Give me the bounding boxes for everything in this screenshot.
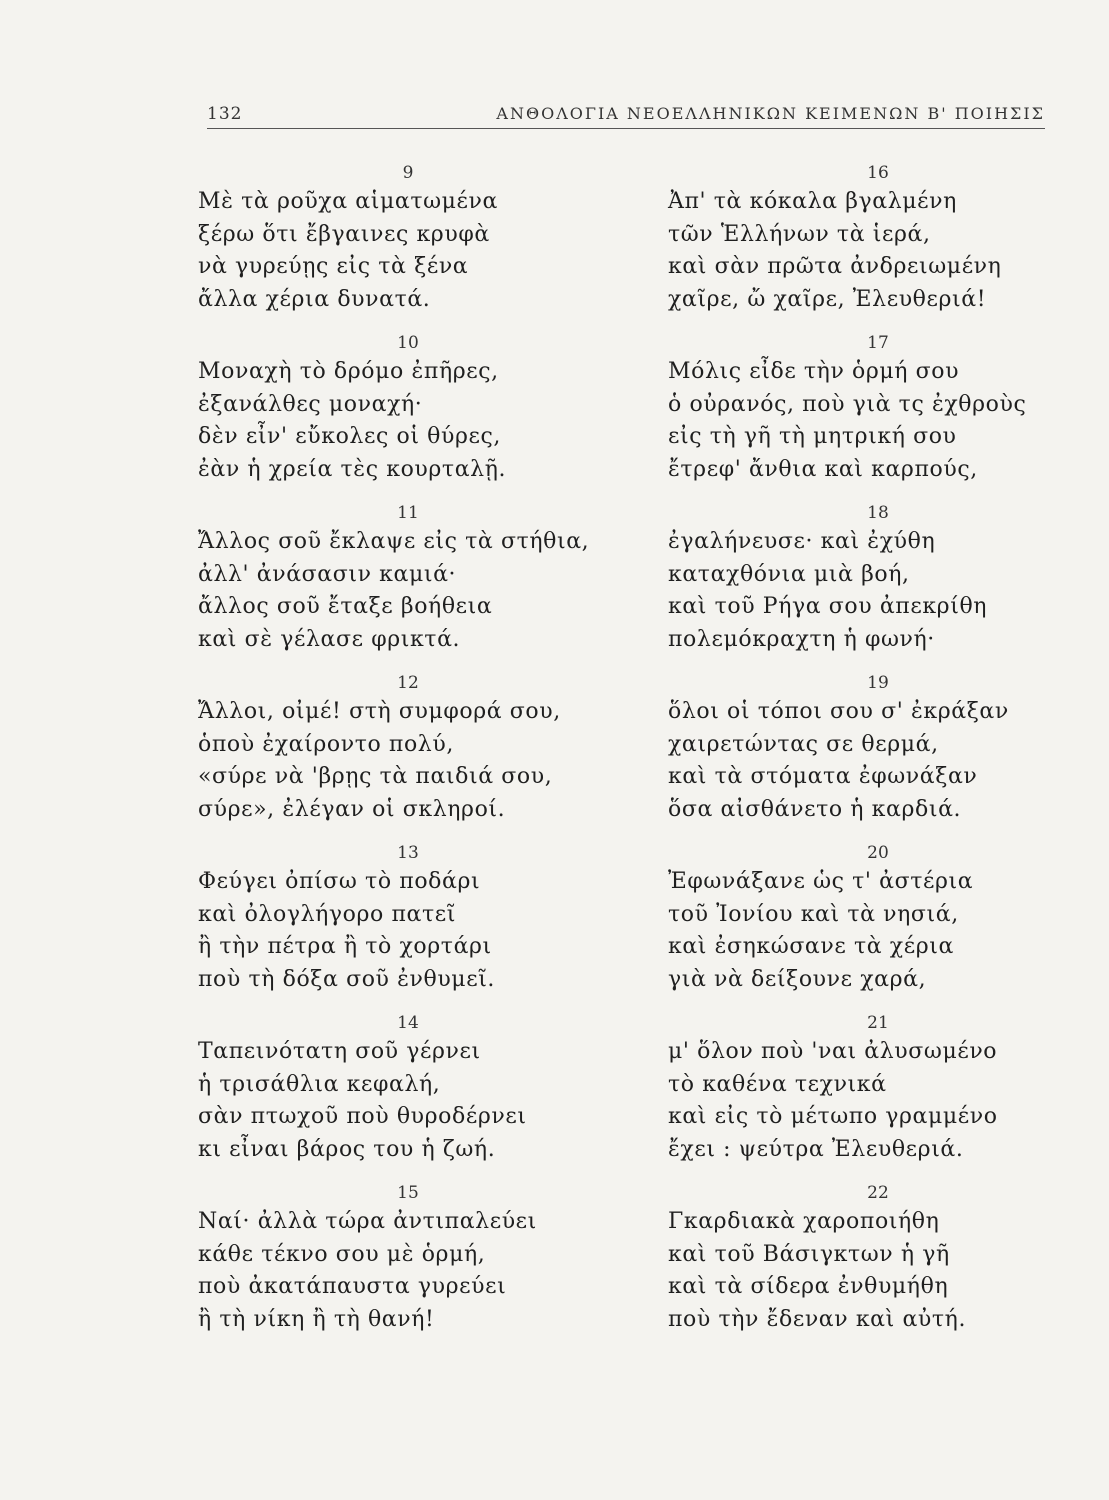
page-header xyxy=(207,100,1045,129)
verse-line: μ' ὅλον ποὺ 'ναι ἀλυσωμένο xyxy=(668,1039,998,1064)
verse-line: ποὺ ἀκατάπαυστα γυρεύει xyxy=(198,1274,507,1299)
stanza-number: 11 xyxy=(397,503,419,523)
stanza xyxy=(198,840,618,996)
verse-line: κι εἶναι βάρος του ἡ ζωή. xyxy=(198,1136,496,1162)
stanza-number: 19 xyxy=(867,673,889,693)
verse-line: καὶ ἐσηκώσανε τὰ χέρια xyxy=(668,934,954,959)
verse-line: ἢ τὴ νίκη ἢ τὴ θανή! xyxy=(198,1306,435,1332)
verse-line: Μοναχὴ τὸ δρόμο ἐπῆρες, xyxy=(198,359,499,384)
stanza xyxy=(668,670,1088,826)
verse-line: σύρε», ἐλέγαν οἱ σκληροί. xyxy=(198,796,506,822)
verse-line: νὰ γυρεύῃς εἰς τὰ ξένα xyxy=(198,254,469,279)
verse-line: Ναί· ἀλλὰ τώρα ἀντιπαλεύει xyxy=(198,1209,537,1234)
verse-line: ἀλλ' ἀνάσασιν καμιά· xyxy=(198,561,457,587)
stanza-number: 14 xyxy=(397,1013,419,1033)
verse-line: εἰς τὴ γῆ τὴ μητρική σου xyxy=(668,424,957,449)
verse-line: ξέρω ὅτι ἔβγαινες κρυφὰ xyxy=(198,221,490,247)
verse-line: καὶ σὰν πρῶτα ἀνδρειωμένη xyxy=(668,254,1002,279)
stanza xyxy=(668,160,1088,316)
verse-line: Μόλις εἶδε τὴν ὁρμή σου xyxy=(668,359,960,384)
stanza-number: 12 xyxy=(397,673,419,693)
verse-line: γιὰ νὰ δείξουνε χαρά, xyxy=(668,966,927,992)
stanza xyxy=(198,670,618,826)
verse-line: Ἄλλοι, οἰμέ! στὴ συμφορά σου, xyxy=(198,699,561,724)
verse-line: καὶ τὰ στόματα ἐφωνάξαν xyxy=(668,764,978,789)
verse-line: καταχθόνια μιὰ βοή, xyxy=(668,561,910,587)
stanza-number: 13 xyxy=(397,843,419,863)
stanza xyxy=(668,1010,1088,1166)
stanza-number: 10 xyxy=(397,333,419,353)
verse-line: Ἀπ' τὰ κόκαλα βγαλμένη xyxy=(668,189,957,214)
verse-line: καὶ τοῦ Ρήγα σου ἀπεκρίθη xyxy=(668,594,988,619)
verse-line: Ἐφωνάξανε ὡς τ' ἀστέρια xyxy=(668,869,974,894)
verse-line: ἐξανάλθες μοναχή· xyxy=(198,391,423,417)
running-head: ΑΝΘΟΛΟΓΙΑ ΝΕΟΕΛΛΗΝΙΚΩΝ ΚΕΙΜΕΝΩΝ Β' ΠΟΙΗΣΙΣ xyxy=(496,104,1045,123)
stanza-number: 15 xyxy=(397,1183,419,1203)
right-column xyxy=(668,160,1088,1336)
verse-line: τῶν Ἑλλήνων τὰ ἱερά, xyxy=(668,221,931,247)
verse-line: καὶ σὲ γέλασε φρικτά. xyxy=(198,626,461,652)
verse-line: ὅλοι οἱ τόποι σου σ' ἐκράξαν xyxy=(668,699,1009,724)
stanza xyxy=(668,840,1088,996)
verse-line: κάθε τέκνο σου μὲ ὁρμή, xyxy=(198,1241,486,1267)
verse-line: Γκαρδιακὰ χαροποιήθη xyxy=(668,1209,940,1234)
stanza-number: 18 xyxy=(867,503,889,523)
verse-line: καὶ τοῦ Βάσιγκτων ἡ γῆ xyxy=(668,1241,950,1267)
stanza-number: 22 xyxy=(867,1183,889,1203)
stanza-number: 21 xyxy=(867,1013,889,1033)
verse-line: Ταπεινότατη σοῦ γέρνει xyxy=(198,1039,481,1064)
stanza xyxy=(198,160,618,316)
stanza xyxy=(668,500,1088,656)
verse-line: ἡ τρισάθλια κεφαλή, xyxy=(198,1071,441,1097)
stanza xyxy=(668,1180,1088,1336)
left-column xyxy=(198,160,618,1336)
verse-line: τοῦ Ἰονίου καὶ τὰ νησιά, xyxy=(668,901,959,927)
stanza xyxy=(198,1180,618,1336)
verse-line: ἐγαλήνευσε· καὶ ἐχύθη xyxy=(668,529,936,554)
page-number: 132 xyxy=(207,104,243,124)
stanza xyxy=(198,330,618,486)
verse-line: ἄλλος σοῦ ἔταξε βοήθεια xyxy=(198,594,493,619)
verse-line: ἢ τὴν πέτρα ἢ τὸ χορτάρι xyxy=(198,934,492,959)
verse-line: Μὲ τὰ ροῦχα αἱματωμένα xyxy=(198,189,498,214)
verse-line: ἔτρεφ' ἄνθια καὶ καρπούς, xyxy=(668,456,978,482)
stanza-number: 16 xyxy=(867,163,889,183)
verse-line: ἄλλα χέρια δυνατά. xyxy=(198,286,431,312)
verse-line: Ἄλλος σοῦ ἔκλαψε εἰς τὰ στήθια, xyxy=(198,529,590,554)
stanza xyxy=(668,330,1088,486)
verse-line: καὶ ὀλογλήγορο πατεῖ xyxy=(198,901,457,927)
verse-line: ὅσα αἰσθάνετο ἡ καρδιά. xyxy=(668,796,962,822)
verse-line: τὸ καθένα τεχνικά xyxy=(668,1071,887,1097)
verse-line: καὶ εἰς τὸ μέτωπο γραμμένο xyxy=(668,1104,998,1129)
verse-line: χαῖρε, ὤ χαῖρε, Ἐλευθεριά! xyxy=(668,286,987,312)
stanza-number: 17 xyxy=(867,333,889,353)
verse-line: «σύρε νὰ 'βρῃς τὰ παιδιά σου, xyxy=(198,764,553,789)
verse-line: ποὺ τὴ δόξα σοῦ ἐνθυμεῖ. xyxy=(198,966,496,992)
verse-line: χαιρετώντας σε θερμά, xyxy=(668,731,939,757)
verse-line: Φεύγει ὀπίσω τὸ ποδάρι xyxy=(198,869,481,894)
verse-line: καὶ τὰ σίδερα ἐνθυμήθη xyxy=(668,1274,949,1299)
verse-line: ἐὰν ἡ χρεία τὲς κουρταλῇ. xyxy=(198,456,507,482)
verse-line: δὲν εἶν' εὔκολες οἱ θύρες, xyxy=(198,424,502,449)
verse-line: ὁποὺ ἐχαίροντο πολύ, xyxy=(198,731,454,757)
verse-line: σὰν πτωχοῦ ποὺ θυροδέρνει xyxy=(198,1104,527,1129)
verse-line: ποὺ τὴν ἔδεναν καὶ αὐτή. xyxy=(668,1306,967,1332)
verse-line: ὁ οὐρανός, ποὺ γιὰ τς ἐχθροὺς xyxy=(668,391,1027,417)
stanza xyxy=(198,500,618,656)
stanza-number: 20 xyxy=(867,843,889,863)
stanza xyxy=(198,1010,618,1166)
verse-line: πολεμόκραχτη ἡ φωνή· xyxy=(668,626,935,652)
verse-line: ἔχει : ψεύτρα Ἐλευθεριά. xyxy=(668,1136,964,1162)
stanza-number: 9 xyxy=(402,163,414,183)
